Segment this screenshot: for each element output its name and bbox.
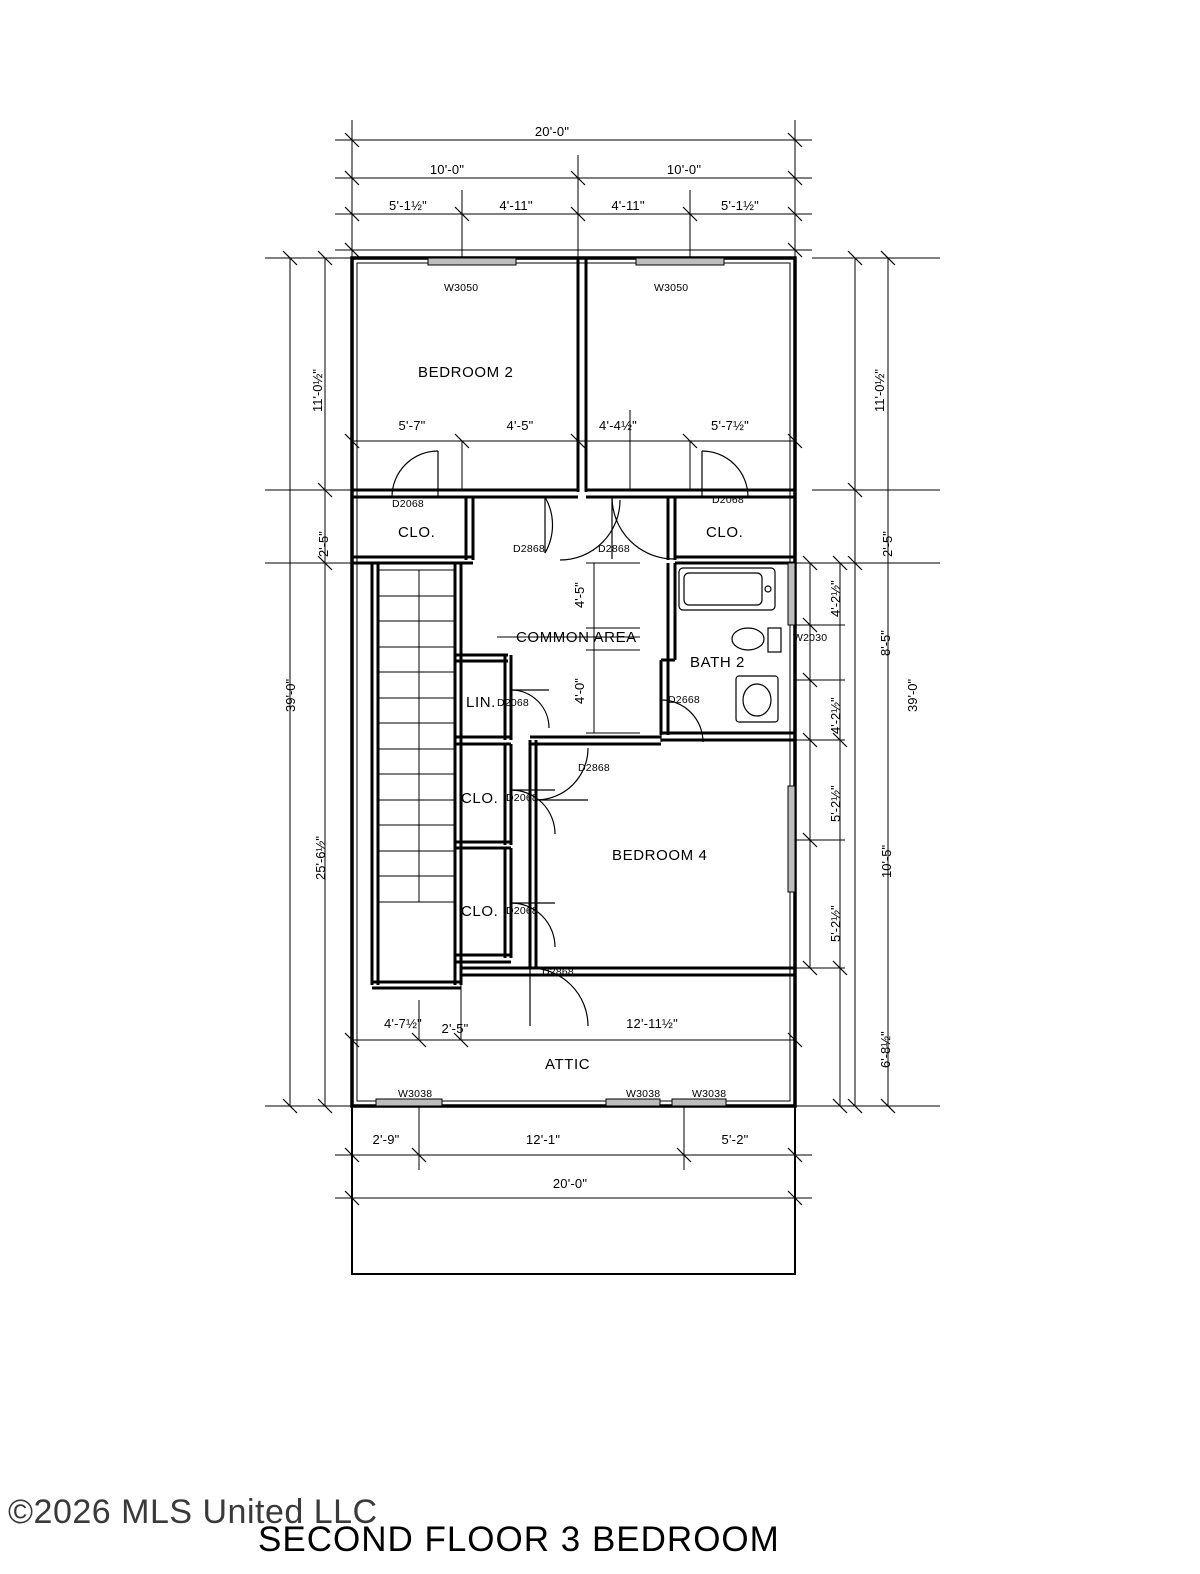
room-label: COMMON AREA bbox=[516, 629, 637, 646]
dimension-text: 11'-0½" bbox=[872, 369, 887, 412]
opening-label: W3038 bbox=[626, 1088, 661, 1100]
dimension-text: 8'-5" bbox=[878, 630, 893, 656]
room-label: CLO. bbox=[706, 524, 744, 541]
dimension-text: 4'-5" bbox=[506, 418, 534, 433]
dimension-text: 39'-0" bbox=[905, 678, 920, 712]
room-label: BEDROOM 4 bbox=[612, 847, 708, 864]
dimension-text: 4'-11" bbox=[611, 198, 645, 213]
dimension-text: 12'-1" bbox=[525, 1132, 561, 1147]
dimension-text: 5'-7" bbox=[398, 418, 426, 433]
dimension-text: 20'-0" bbox=[552, 1176, 588, 1191]
opening-label: W3038 bbox=[398, 1088, 433, 1100]
opening-label: D2668 bbox=[668, 694, 700, 706]
dimension-text: 4'-7½" bbox=[384, 1016, 422, 1031]
opening-label: D2868 bbox=[542, 966, 574, 978]
opening-label: W3038 bbox=[692, 1088, 727, 1100]
dimension-text: 4'-2½" bbox=[828, 580, 843, 617]
dimension-text: 2'-9" bbox=[372, 1132, 400, 1147]
dimension-text: 6'-8½" bbox=[878, 1031, 893, 1068]
dimension-text: 10'-0" bbox=[666, 162, 702, 177]
dimension-text: 5'-1½" bbox=[389, 198, 427, 213]
dimension-text: 10'-5" bbox=[879, 844, 894, 878]
opening-label: D2068 bbox=[506, 792, 538, 804]
room-label: CLO. bbox=[461, 790, 499, 807]
room-label: CLO. bbox=[461, 903, 499, 920]
dimension-text: 12'-11½" bbox=[626, 1016, 678, 1031]
dimension-text: 2'-5" bbox=[316, 531, 331, 557]
dimension-text: 39'-0" bbox=[283, 678, 298, 712]
dimension-text: 5'-7½" bbox=[711, 418, 749, 433]
dimension-text: 5'-1½" bbox=[721, 198, 759, 213]
opening-label: D2068 bbox=[712, 494, 744, 506]
room-label: CLO. bbox=[398, 524, 436, 541]
opening-label: D2868 bbox=[513, 543, 545, 555]
dimension-text: 4'-2½" bbox=[828, 697, 843, 734]
dimension-text: 10'-0" bbox=[429, 162, 465, 177]
room-label: BATH 2 bbox=[690, 654, 746, 671]
opening-label: D2868 bbox=[598, 543, 630, 555]
dimension-text: 2'-5" bbox=[880, 531, 895, 557]
opening-label: D2068 bbox=[497, 697, 529, 709]
dimension-text: 4'-5" bbox=[572, 582, 587, 608]
dimension-text: 5'-2½" bbox=[828, 905, 843, 942]
opening-label: D2068 bbox=[392, 498, 424, 510]
room-label: ATTIC bbox=[545, 1056, 591, 1073]
dimension-text: 25'-6½" bbox=[313, 836, 328, 880]
opening-label: W3050 bbox=[654, 282, 689, 294]
opening-label: D2868 bbox=[578, 762, 610, 774]
opening-label: W2030 bbox=[793, 632, 828, 644]
dimension-text: 4'-4½" bbox=[599, 418, 637, 433]
dimension-text: 20'-0" bbox=[534, 124, 570, 139]
dimension-text: 4'-0" bbox=[572, 678, 587, 704]
dimension-text: 4'-11" bbox=[499, 198, 533, 213]
opening-label: D2068 bbox=[506, 905, 538, 917]
dimension-text: 5'-2" bbox=[721, 1132, 749, 1147]
opening-label: W3050 bbox=[444, 282, 479, 294]
page-title: SECOND FLOOR 3 BEDROOM bbox=[258, 1520, 780, 1559]
room-label: LIN. bbox=[466, 694, 496, 711]
watermark: ©2026 MLS United LLC bbox=[8, 1493, 378, 1531]
room-label: BEDROOM 2 bbox=[418, 364, 514, 381]
dimension-text: 2'-5" bbox=[441, 1021, 469, 1036]
dimension-text: 11'-0½" bbox=[310, 369, 325, 412]
dimension-text: 5'-2½" bbox=[828, 785, 843, 822]
